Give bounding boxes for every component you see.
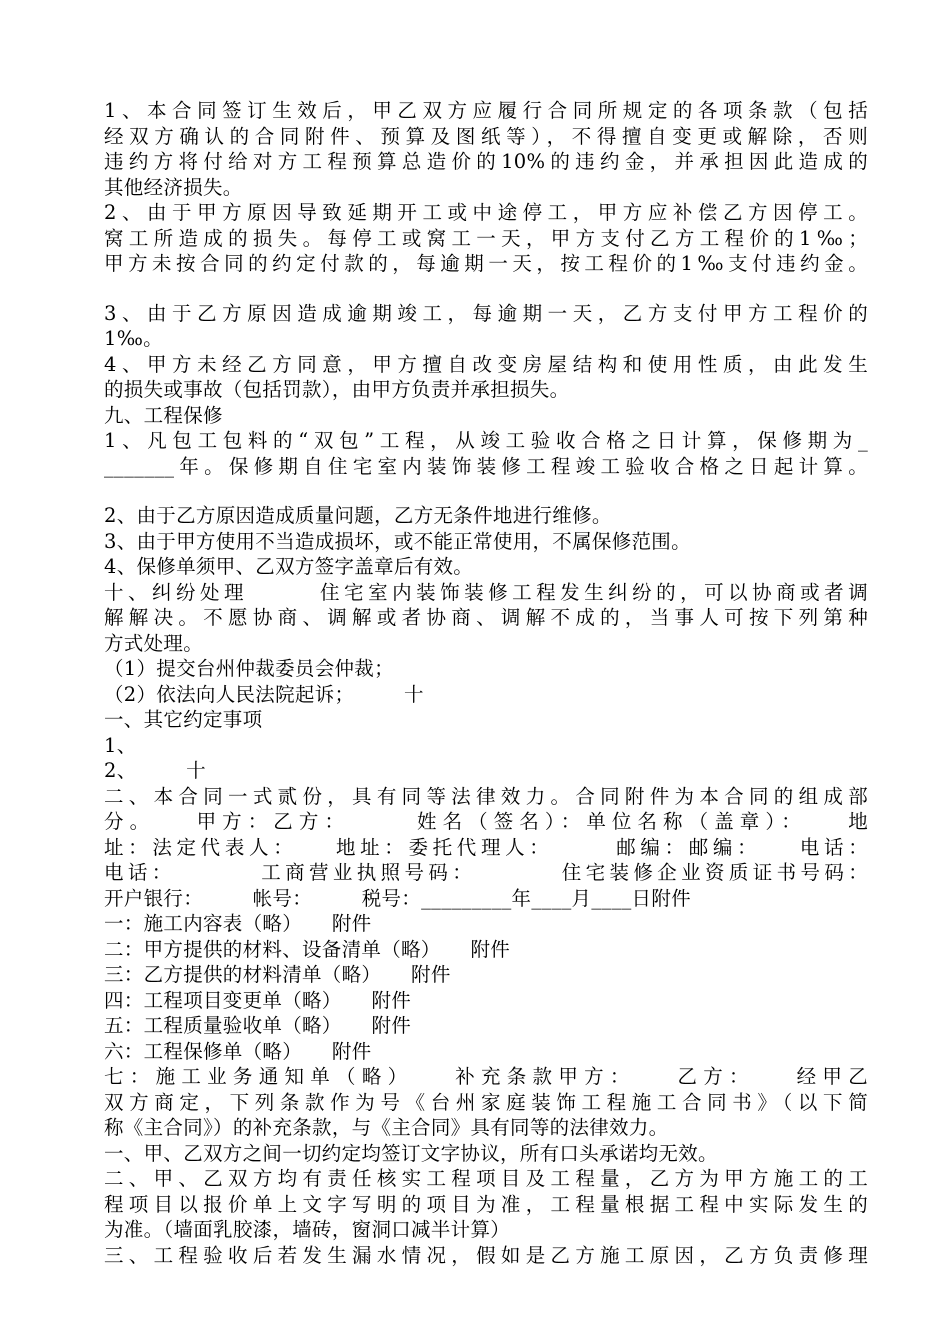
text-line: 经双方确认的合同附件、预算及图纸等），不得擅自变更或解除，否则 <box>104 124 868 148</box>
text-line: 违约方将付给对方工程预算总造价的10%的违约金，并承担因此造成的 <box>104 150 868 173</box>
document-page <box>104 98 868 1268</box>
text-line: 2、由于甲方原因导致延期开工或中途停工，甲方应补偿乙方因停工。 <box>104 201 868 224</box>
text-line: 的损失或事故（包括罚款），由甲方负责并承担损失。 <box>104 378 570 401</box>
text-line: 2、 十 <box>104 759 206 782</box>
text-line: 分。 甲方：乙方： 姓名（签名）：单位名称（盖章）： 地 <box>104 810 868 833</box>
text-line: 4、甲方未经乙方同意，甲方擅自改变房屋结构和使用性质，由此发生 <box>104 352 868 376</box>
text-line: 甲方未按合同的约定付款的，每逾期一天，按工程价的1‰支付违约金。 <box>104 252 868 275</box>
text-line: 3、由于乙方原因造成逾期竣工，每逾期一天，乙方支付甲方工程价的 <box>104 301 868 325</box>
text-line: 一、甲、乙双方之间一切约定均签订文字协议，所有口头承诺均无效。 <box>104 1141 718 1165</box>
text-line: 1、本合同签订生效后，甲乙双方应履行合同所规定的各项条款（包括 <box>104 99 868 122</box>
text-line: 二、甲、乙双方均有责任核实工程项目及工程量，乙方为甲方施工的工 <box>104 1167 868 1190</box>
text-line: 九、工程保修 <box>104 403 223 427</box>
text-line: 解解决。不愿协商、调解或者协商、调解不成的，当事人可按下列第种 <box>104 606 868 629</box>
paragraph-gap <box>104 479 868 503</box>
text-line: （1）提交台州仲裁委员会仲裁； <box>104 657 394 680</box>
text-line: _______年。保修期自住宅室内装饰装修工程竣工验收合格之日起计算。 <box>104 454 868 478</box>
text-line: 1、凡包工包料的“双包”工程，从竣工验收合格之日计算，保修期为_ <box>104 429 868 452</box>
text-line: （2）依法向人民法院起诉； 十 <box>104 682 424 706</box>
text-line: 二、本合同一式贰份，具有同等法律效力。合同附件为本合同的组成部 <box>104 784 868 808</box>
text-line: 其他经济损失。 <box>104 175 243 199</box>
text-line: 电话： 工商营业执照号码： 住宅装修企业资质证书号码： <box>104 861 868 884</box>
text-line: 2、由于乙方原因造成质量问题，乙方无条件地进行维修。 <box>104 504 612 527</box>
text-line: 六：工程保修单（略） 附件 <box>104 1039 372 1063</box>
text-line: 双方商定，下列条款作为号《台州家庭装饰工程施工合同书》（以下简 <box>104 1090 868 1114</box>
text-line: 4、保修单须甲、乙双方签字盖章后有效。 <box>104 555 474 578</box>
paragraph-gap <box>104 277 868 301</box>
text-line: 三：乙方提供的材料清单（略） 附件 <box>104 963 451 986</box>
text-line: 称《主合同》）的补充条款，与《主合同》具有同等的法律效力。 <box>104 1116 669 1139</box>
text-line: 1、 <box>104 733 137 757</box>
text-line: 为准。（墙面乳胶漆，墙砖，窗洞口减半计算） <box>104 1218 511 1241</box>
text-line: 一、其它约定事项 <box>104 708 263 731</box>
text-line: 开户银行： 帐号： 税号：_________年____月____日附件 <box>104 886 691 910</box>
text-line: 五：工程质量验收单（略） 附件 <box>104 1014 412 1037</box>
text-line: 二：甲方提供的材料、设备清单（略） 附件 <box>104 937 511 961</box>
text-line: 址：法定代表人： 地址：委托代理人： 邮编：邮编： 电话： <box>104 835 868 859</box>
text-line: 3、由于甲方使用不当造成损坏，或不能正常使用，不属保修范围。 <box>104 529 691 553</box>
text-line: 程项目以报价单上文字写明的项目为准，工程量根据工程中实际发生的 <box>104 1192 868 1216</box>
text-line: 三、工程验收后若发生漏水情况，假如是乙方施工原因，乙方负责修理 <box>104 1243 868 1267</box>
text-line: 十、纠纷处理 住宅室内装饰装修工程发生纠纷的，可以协商或者调 <box>104 580 868 604</box>
text-line: 方式处理。 <box>104 631 204 655</box>
text-line: 一：施工内容表（略） 附件 <box>104 912 372 935</box>
text-line: 四：工程项目变更单（略） 附件 <box>104 988 412 1012</box>
text-line: 窝工所造成的损失。每停工或窝工一天，甲方支付乙方工程价的1‰； <box>104 226 868 250</box>
text-line: 七：施工业务通知单（略） 补充条款甲方： 乙方： 经甲乙 <box>104 1065 868 1088</box>
text-line: 1‰。 <box>104 327 163 350</box>
